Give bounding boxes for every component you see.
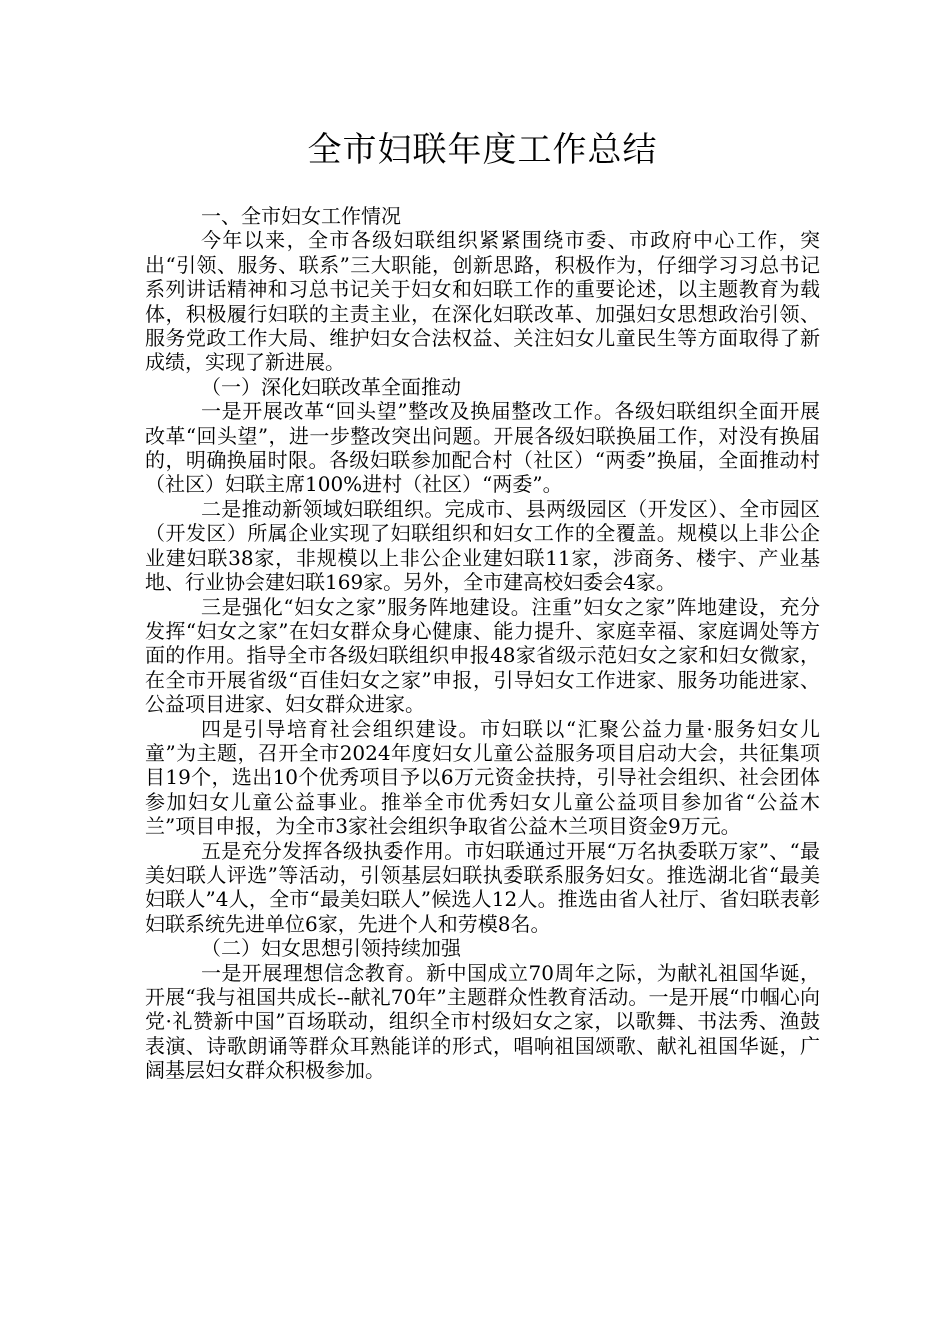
- subsection-heading-1: （一）深化妇联改革全面推动: [201, 374, 461, 399]
- section-heading-1: 一、全市妇女工作情况: [201, 204, 401, 228]
- paragraph-women-home: 三是强化“妇女之家”服务阵地建设。注重”妇女之家”阵地建设，充分发挥“妇女之家”在妇女群众身心健康、能力提升、家庭幸福、家庭调处等方面的作用。指导全市各级妇联组织申报48家省级示范妇女之家和妇女微家，在全市开展省级“百佳妇女之家”申报，引导妇女工作进家、服务功能进家、公益项目进家、妇女群众进家。: [145, 594, 820, 717]
- document-page: [145, 128, 820, 1083]
- paragraph-executive-committee: 五是充分发挥各级执委作用。市妇联通过开展“万名执委联万家”、“最美妇联人评选”等活动，引领基层妇联执委联系服务妇女。推选湖北省“最美妇联人”4人，全市“最美妇联人”候选人12人。推选由省人社厅、省妇联表彰妇联系统先进单位6家，先进个人和劳模8名。: [145, 838, 820, 936]
- subsection-heading-2: （二）妇女思想引领持续加强: [201, 936, 461, 961]
- paragraph-ideals-education: 一是开展理想信念教育。新中国成立70周年之际，为献礼祖国华诞，开展“我与祖国共成长--献礼70年”主题群众性教育活动。一是开展“巾帼心向党·礼赞新中国”百场联动，组织全市村级妇女之家，以歌舞、书法秀、渔鼓表演、诗歌朗诵等群众耳熟能详的形式，唱响祖国颂歌、献礼祖国华诞，广阔基层妇女群众积极参加。: [145, 960, 820, 1083]
- intro-paragraph: 今年以来，全市各级妇联组织紧紧围绕市委、市政府中心工作，突出“引领、服务、联系”三大职能，创新思路，积极作为，仔细学习习总书记系列讲话精神和习总书记关于妇女和妇联工作的重要论述，以主题教育为载体，积极履行妇联的主责主业，在深化妇联改革、加强妇女思想政治引领、服务党政工作大局、维护妇女合法权益、关注妇女儿童民生等方面取得了新成绩，实现了新进展。: [145, 228, 820, 375]
- paragraph-new-fields: 二是推动新领域妇联组织。完成市、县两级园区（开发区）、全市园区（开发区）所属企业实现了妇联组织和妇女工作的全覆盖。规模以上非公企业建妇联38家，非规模以上非公企业建妇联11家，涉商务、楼宇、产业基地、行业协会建妇联169家。另外，全市建高校妇委会4家。: [145, 496, 820, 595]
- document-title: 全市妇联年度工作总结: [307, 130, 658, 170]
- paragraph-social-orgs: 四是引导培育社会组织建设。市妇联以“汇聚公益力量·服务妇女儿童”为主题，召开全市2024年度妇女儿童公益服务项目启动大会，共征集项目19个，选出10个优秀项目予以6万元资金扶持，引导社会组织、社会团体参加妇女儿童公益事业。推举全市优秀妇女儿童公益项目参加省“公益木兰”项目申报，为全市3家社会组织争取省公益木兰项目资金9万元。: [145, 716, 820, 839]
- paragraph-reform-review: 一是开展改革“回头望”整改及换届整改工作。各级妇联组织全面开展改革“回头望”，进一步整改突出问题。开展各级妇联换届工作，对没有换届的，明确换届时限。各级妇联参加配合村（社区）“两委”换届，全面推动村（社区）妇联主席100%进村（社区）“两委”。: [145, 399, 820, 497]
